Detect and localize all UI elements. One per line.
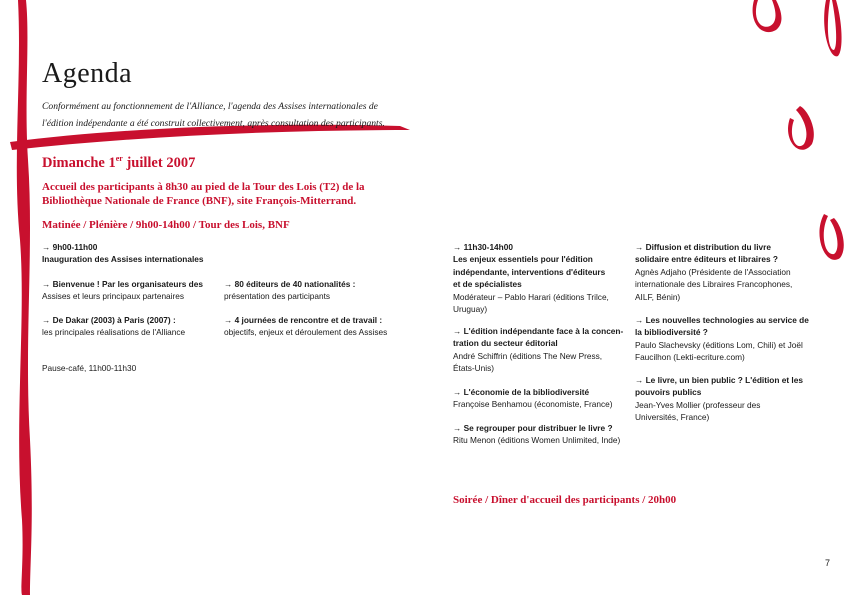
agenda-item-title: Bienvenue ! Par les organisateurs des [52, 279, 203, 289]
welcome-note: Accueil des participants à 8h30 au pied de la Tour des Lois (T2) de la Bibliothèque Nationale de France (BNF), site François-Mitterrand. [42, 181, 365, 207]
agenda-item-detail: AILF, Bénin) [635, 291, 681, 302]
day-heading-prefix: Dimanche 1 [42, 154, 116, 171]
agenda-item-title: L'économie de la bibliodiversité [463, 387, 590, 397]
second-slot-detail-line: Modérateur – Pablo Harari (éditions Trilce, [453, 291, 609, 302]
second-slot [453, 241, 633, 315]
agenda-item [635, 314, 835, 364]
agenda-item-detail: André Schiffrin (éditions The New Press, [453, 350, 603, 361]
agenda-item [224, 314, 414, 339]
agenda-item-detail: Agnès Adjaho (Présidente de l'Association [635, 266, 791, 277]
agenda-item [42, 314, 222, 339]
agenda-item-detail: États-Unis) [453, 363, 495, 374]
session-heading: Matinée / Plénière / 9h00-14h00 / Tour des Lois, BNF [42, 219, 290, 231]
agenda-item-title: 4 journées de rencontre et de travail : [234, 315, 383, 325]
day-heading-suffix: juillet 2007 [122, 154, 196, 171]
agenda-item-title: Diffusion et distribution du livre [645, 242, 771, 252]
agenda-item-detail: internationale des Libraires Francophones, [635, 279, 793, 290]
first-slot-title: Inauguration des Assises internationales [42, 254, 204, 265]
agenda-item-title: la bibliodiversité ? [635, 327, 708, 338]
agenda-item-detail: Faucilhon (Lekti-ecriture.com) [635, 352, 745, 363]
agenda-item-detail: Ritu Menon (éditions Women Unlimited, Inde) [453, 435, 621, 446]
agenda-item-detail: Paulo Slachevsky (éditions Lom, Chili) et Joël [635, 339, 803, 350]
second-slot-time: 11h30-14h00 [463, 242, 513, 252]
agenda-item-title: pouvoirs publics [635, 387, 702, 398]
agenda-item [453, 386, 633, 411]
intro-paragraph: Conformément au fonctionnement de l'Alliance, l'agenda des Assises internationales de l'édition indépendante a été construit collectivement, après consultation des participants. [42, 101, 385, 129]
agenda-item [453, 422, 633, 447]
agenda-item-title: solidaire entre éditeurs et libraires ? [635, 254, 778, 265]
agenda-item-title: Se regrouper pour distribuer le livre ? [463, 423, 613, 433]
agenda-item-detail: Assises et leurs principaux partenaires [42, 291, 185, 302]
agenda-item [453, 325, 633, 375]
agenda-item-title: tration du secteur éditorial [453, 338, 558, 349]
agenda-item-title: Le livre, un bien public ? L'édition et les [645, 375, 803, 385]
agenda-item [635, 374, 835, 424]
page-title: Agenda [42, 58, 133, 89]
agenda-item-title: 80 éditeurs de 40 nationalités : [234, 279, 356, 289]
second-slot-title-line: indépendante, interventions d'éditeurs [453, 266, 606, 277]
agenda-item-title: L'édition indépendante face à la concen- [463, 326, 624, 336]
day-heading-sup: er [115, 154, 123, 163]
agenda-item-detail: Françoise Benhamou (économiste, France) [453, 399, 613, 410]
second-slot-title-line: et de spécialistes [453, 279, 522, 290]
page-number: 7 [825, 558, 831, 568]
agenda-item [42, 278, 222, 303]
agenda-item-detail: les principales réalisations de l'Alliance [42, 327, 186, 338]
agenda-item-detail: présentation des participants [224, 291, 331, 302]
agenda-item [224, 278, 414, 303]
second-slot-detail-line: Uruguay) [453, 304, 488, 315]
agenda-item-title: De Dakar (2003) à Paris (2007) : [52, 315, 176, 325]
agenda-item-title: Les nouvelles technologies au service de [645, 315, 809, 325]
first-slot [42, 241, 402, 266]
evening-event: Soirée / Dîner d'accueil des participants / 20h00 [453, 494, 677, 506]
second-slot-title-line: Les enjeux essentiels pour l'édition [453, 254, 593, 265]
agenda-item [635, 241, 835, 303]
agenda-item-detail: Jean-Yves Mollier (professeur des [635, 399, 761, 410]
agenda-item-detail: objectifs, enjeux et déroulement des Assises [224, 327, 388, 338]
agenda-item-detail: Universités, France) [635, 412, 710, 423]
day-heading [42, 154, 195, 172]
first-slot-time: 9h00-11h00 [52, 242, 98, 252]
coffee-break: Pause-café, 11h00-11h30 [42, 363, 137, 373]
